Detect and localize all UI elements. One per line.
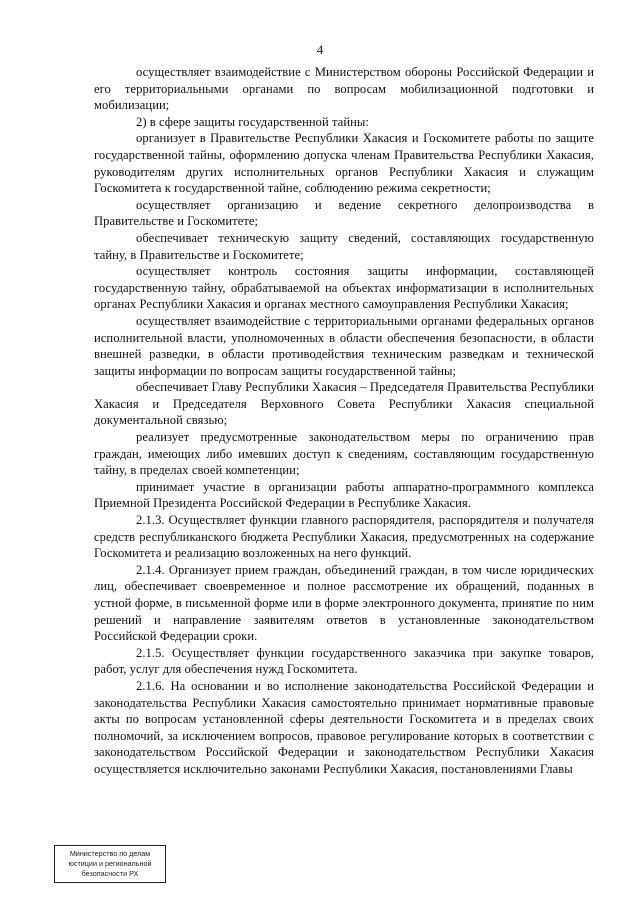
paragraph: реализует предусмотренные законодательством меры по ограничению прав граждан, имеющих либо имевших доступ к сведениям, составляющим государственную тайну, в пределах своей компетенции; — [94, 430, 594, 478]
document-body — [94, 64, 594, 778]
paragraph: осуществляет организацию и ведение секретного делопроизводства в Правительстве и Госкомитете; — [94, 197, 594, 229]
paragraph: 2.1.4. Организует прием граждан, объединений граждан, в том числе юридических лиц, обеспечивает своевременное и полное рассмотрение их обращений, поданных в устной форме, в письменной форме или в форме электронного документа, принятие по ним решений и направление заявителям ответов в установленные законодательством Российской Федерации сроки. — [94, 562, 594, 644]
paragraph: 2) в сфере защиты государственной тайны: — [136, 114, 369, 129]
paragraph: 2.1.6. На основании и во исполнение законодательства Российской Федерации и законодательства Республики Хакасия самостоятельно принимает нормативные правовые акты по вопросам установленной сферы деятельности Госкомитета и в пределах своих полномочий, за исключением вопросов, правовое регулирование которых в соответствии с законодательством Российской Федерации и законодательством Республики Хакасия осуществляется исключительно законами Республики Хакасия, постановлениями Главы — [94, 678, 594, 776]
paragraph: организует в Правительстве Республики Хакасия и Госкомитете работы по защите государственной тайны, оформлению допуска членам Правительства Республики Хакасия, руководителям других исполнительных органов Республики Хакасия и служащим Госкомитета к государственной тайне, соблюдению режима секретности; — [94, 131, 594, 196]
stamp-line: Министерство по делам — [69, 849, 151, 858]
paragraph: осуществляет взаимодействие с территориальными органами федеральных органов исполнительной власти, уполномоченных в области обеспечения безопасности, в области внешней разведки, в области противодействия техническим разведкам и технической защиты информации по вопросам защиты государственной тайны; — [94, 313, 594, 378]
stamp-line: безопасности РХ — [81, 869, 139, 878]
page-number: 4 — [316, 42, 324, 57]
registration-stamp — [54, 845, 166, 883]
paragraph: обеспечивает Главу Республики Хакасия – Председателя Правительства Республики Хакасия и Председателя Верховного Совета Республики Хакасия специальной документальной связью; — [94, 380, 594, 428]
paragraph: обеспечивает техническую защиту сведений, составляющих государственную тайну, в Правительстве и Госкомитете; — [94, 230, 594, 262]
paragraph: осуществляет контроль состояния защиты информации, составляющей государственную тайну, обрабатываемой на объектах информатизации в исполнительных органах Республики Хакасия и органах местного самоуправления Республики Хакасия; — [94, 264, 594, 312]
paragraph: 2.1.3. Осуществляет функции главного распорядителя, распорядителя и получателя средств республиканского бюджета Республики Хакасия, предусмотренных на содержание Госкомитета и реализацию возложенных на него функций. — [94, 513, 594, 561]
paragraph: 2.1.5. Осуществляет функции государственного заказчика при закупке товаров, работ, услуг для обеспечения нужд Госкомитета. — [94, 645, 594, 677]
stamp-line: юстиции и региональной — [68, 859, 152, 868]
paragraph: осуществляет взаимодействие с Министерством обороны Российской Федерации и его территориальными органами по вопросам мобилизационной подготовки и мобилизации; — [94, 65, 594, 113]
paragraph: принимает участие в организации работы аппаратно-программного комплекса Приемной Президента Российской Федерации в Республике Хакасия. — [94, 479, 594, 511]
